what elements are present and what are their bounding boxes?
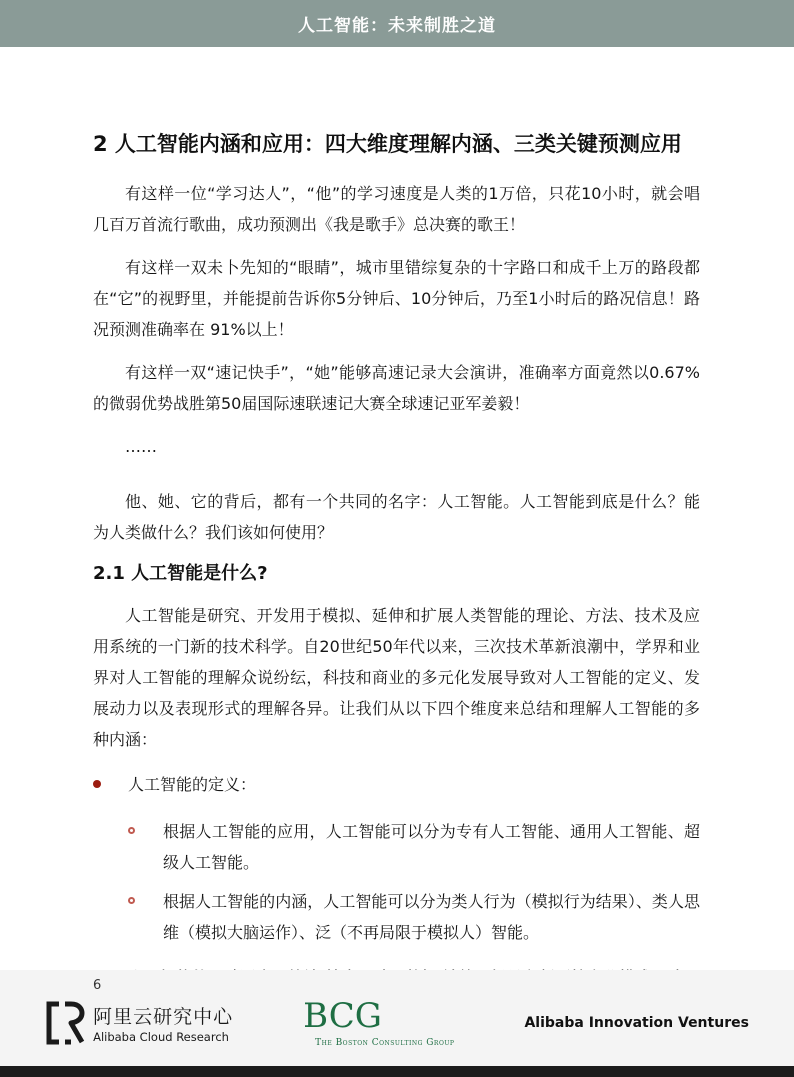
paragraph: 有这样一双“速记快手”，“她”能够高速记录大会演讲，准确率方面竟然以0.67%的微弱优势战胜第50届国际速联速记大赛全球速记亚军姜毅！ [93,363,700,413]
paragraph: 有这样一位“学习达人”，“他”的学习速度是人类的1万倍，只花10小时，就会唱几百万首流行歌曲，成功预测出《我是歌手》总决赛的歌王！ [93,184,700,234]
list-item [93,769,700,800]
alibaba-innovation-ventures-logo: Alibaba Innovation Ventures [524,1015,749,1031]
sub-list-item-text: 根据人工智能的应用，人工智能可以分为专有人工智能、通用人工智能、超级人工智能。 [163,822,700,872]
open-circle-bullet-icon [128,897,135,904]
subsection-title: 2.1 人工智能是什么? [93,563,268,584]
paragraph: 他、她、它的背后，都有一个共同的名字：人工智能。人工智能到底是什么？能为人类做什么？我们该如何使用？ [93,492,700,542]
footer-logos [0,970,794,1066]
bcg-logo [303,995,455,1048]
open-circle-bullet-icon [128,827,135,834]
page-content [0,130,794,993]
section-title: 2 人工智能内涵和应用：四大维度理解内涵、三类关键预测应用 [93,132,682,156]
alibaba-cloud-research-logo [45,1001,233,1045]
page-footer [0,970,794,1066]
page-header-bar [0,0,794,47]
sub-list-item-text: 根据人工智能的内涵，人工智能可以分为类人行为（模拟行为结果）、类人思维（模拟大脑运作）、泛（不再局限于模拟人）智能。 [163,892,700,942]
running-head-title: 人工智能：未来制胜之道 [298,16,496,36]
paragraph: 人工智能是研究、开发用于模拟、延伸和扩展人类智能的理论、方法、技术及应用系统的一门新的技术科学。自20世纪50年代以来，三次技术革新浪潮中，学界和业界对人工智能的理解众说纷纭，科技和商业的多元化发展导致对人工智能的定义、发展动力以及表现形式的理解各异。让我们从以下四个维度来总结和理解人工智能的多种内涵： [93,606,700,749]
ellipsis-line: …… [125,437,157,456]
paragraph: 有这样一双未卜先知的“眼睛”，城市里错综复杂的十字路口和成千上万的路段都在“它”的视野里，并能提前告诉你5分钟后、10分钟后，乃至1小时后的路况信息！路况预测准确率在 91%以上！ [93,258,700,339]
bullet-list [93,769,700,993]
page-number: 6 [93,978,102,993]
alicloud-logo-cn-text: 阿里云研究中心 [93,1006,234,1028]
bcg-logo-abbr-text: BCG [303,995,382,1036]
alicloud-logo-en-text: Alibaba Cloud Research [93,1030,229,1044]
filled-bullet-icon [93,780,101,788]
bcg-logo-full-text: The Boston Consulting Group [315,1037,455,1048]
sub-list-item [128,816,700,878]
alibaba-cloud-bracket-icon [45,1001,85,1045]
sub-list-item [128,886,700,948]
list-item-text: 人工智能的定义： [128,775,257,794]
bottom-bar [0,1066,794,1077]
